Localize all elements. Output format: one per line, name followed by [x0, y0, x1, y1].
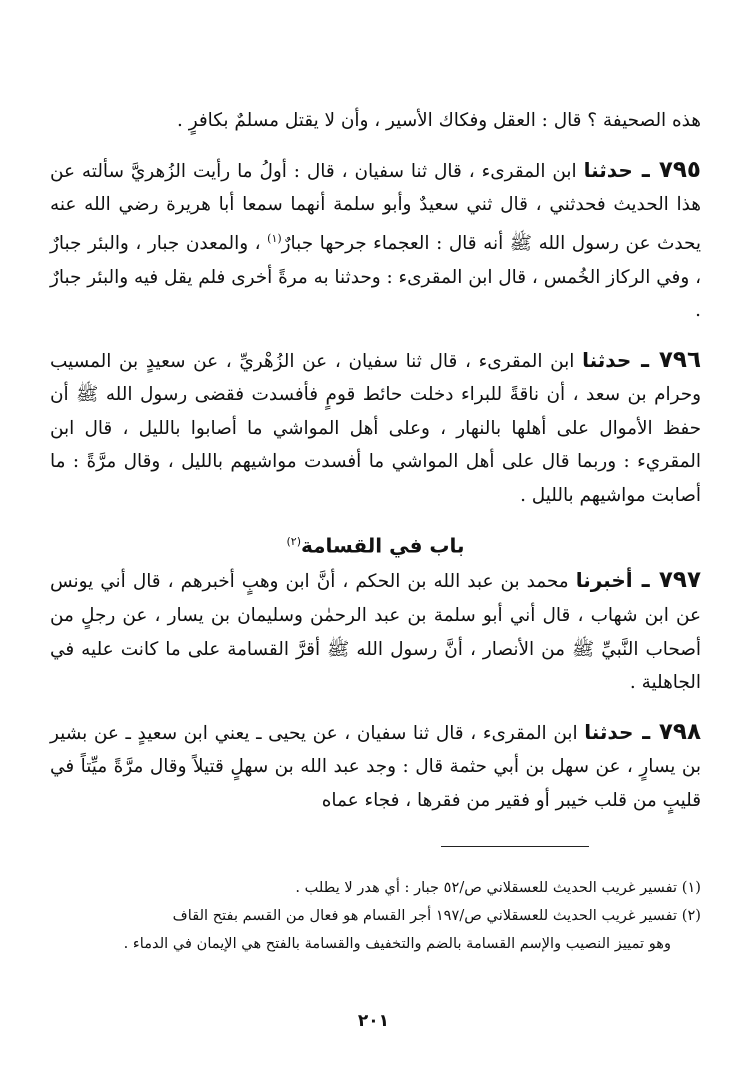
page-number: ٢٠١ [357, 1011, 390, 1031]
footnote-ref-2: (٢) [286, 534, 301, 548]
hadith-796-keyword: حدثنا [582, 347, 632, 372]
hadith-798-text: ابن المقرىء ، قال ثنا سفيان ، عن يحيى ـ يعني ابن سعيدٍ ـ عن بشير بن يسارٍ ، عن سهل بن أبي حثمة قال : وجد عبد الله بن سهلٍ قتيلاً وقال مرَّةً ميِّتاً في قليبٍ من قلب خيبر أو فقير من فقرها ، فجاء عماه [50, 722, 701, 811]
footnote-1-marker: (١) [681, 879, 701, 896]
intro-paragraph [50, 104, 701, 138]
footnote-2 [50, 902, 701, 930]
hadith-798-number: ٧٩٨ [658, 718, 701, 745]
hadith-797-number: ٧٩٧ [658, 567, 701, 594]
hadith-796-number: ٧٩٦ [658, 346, 701, 373]
hadith-797-keyword: أخبرنا [575, 568, 633, 593]
hadith-795-keyword: حدثنا [583, 157, 633, 182]
chapter-title: باب في القسامة [301, 533, 465, 558]
hadith-796-text: ابن المقرىء ، قال ثنا سفيان ، عن الزُهْريِّ ، عن سعيدٍ بن المسيب وحرام بن سعد ، أن ناقةً للبراء دخلت حائط قومٍ فأفسدت فقضى رسول الله ﷺ أن حفظ الأموال على أهلها بالنهار ، وعلى أهل المواشي ما أصابوا بالليل ، قال ابن المقريء : وربما قال على أهل المواشي ما أفسدت مواشيهم بالليل ، وقال مرَّةً : ما أصابت مواشيهم بالليل . [50, 350, 701, 507]
footnote-1 [50, 874, 701, 902]
footnote-1-text: تفسير غريب الحديث للعسقلاني ص/٥٢ جبار : أي هدر لا يطلب . [295, 879, 678, 896]
hadith-795-number: ٧٩٥ [658, 156, 701, 183]
hadith-797-dash: ـ [632, 567, 659, 594]
footnote-ref-1: (١) [267, 231, 282, 245]
footnote-2-continuation-text: وهو تمييز النصيب والإسم القسامة بالضم والتخفيف والقسامة بالفتح هي الإيمان في الدماء . [123, 935, 671, 952]
footnote-2-text: تفسير غريب الحديث للعسقلاني ص/١٩٧ أجر القسام هو فعال من القسم بفتح القاف [172, 907, 678, 924]
hadith-795-paragraph [50, 154, 701, 328]
hadith-798-dash: ـ [633, 718, 659, 745]
hadith-798-keyword: حدثنا [584, 719, 634, 744]
footnotes [50, 874, 701, 958]
main-text [50, 104, 701, 817]
hadith-798-paragraph [50, 716, 701, 818]
hadith-796-dash: ـ [631, 346, 659, 373]
footnote-2-continuation [50, 930, 701, 958]
hadith-797-paragraph [50, 564, 701, 699]
intro-text: هذه الصحيفة ؟ قال : العقل وفكاك الأسير ، وأن لا يقتل مسلمٌ بكافرٍ . [177, 110, 701, 131]
footnote-2-marker: (٢) [681, 907, 701, 924]
footnote-separator [441, 846, 589, 847]
hadith-797-text: محمد بن عبد الله بن الحكم ، أنَّ ابن وهبٍ أخبرهم ، قال أني يونس عن ابن شهاب ، قال أني أبو سلمة بن عبد الرحمٰن وسليمان بن يسار ، عن رجلٍ من أصحاب النَّبيِّ ﷺ من الأنصار ، أنَّ رسول الله ﷺ أقرَّ القسامة على ما كانت عليه في الجاهلية . [50, 571, 701, 694]
hadith-795-dash: ـ [632, 156, 659, 183]
hadith-795-text-after: ، والمعدن جبار ، والبئر جبارٌ ، وفي الركاز الخُمس ، قال ابن المقرىء : وحدثنا به مرةً أخرى فلم يقل فيه والبئر جبارٌ . [50, 232, 701, 322]
hadith-795-text: ابن المقرىء ، قال ثنا سفيان ، قال : أولُ ما رأيت الزُهريَّ سألته عن هذا الحديث فحدثني ، قال ثني سعيدٌ وأبو سلمة أنهما سمعا أبا هريرة رضي الله عنه يحدث عن رسول الله ﷺ أنه قال : العجماء جرحها جبارٌ [50, 160, 701, 254]
hadith-796-paragraph [50, 344, 701, 513]
chapter-heading [50, 527, 701, 561]
